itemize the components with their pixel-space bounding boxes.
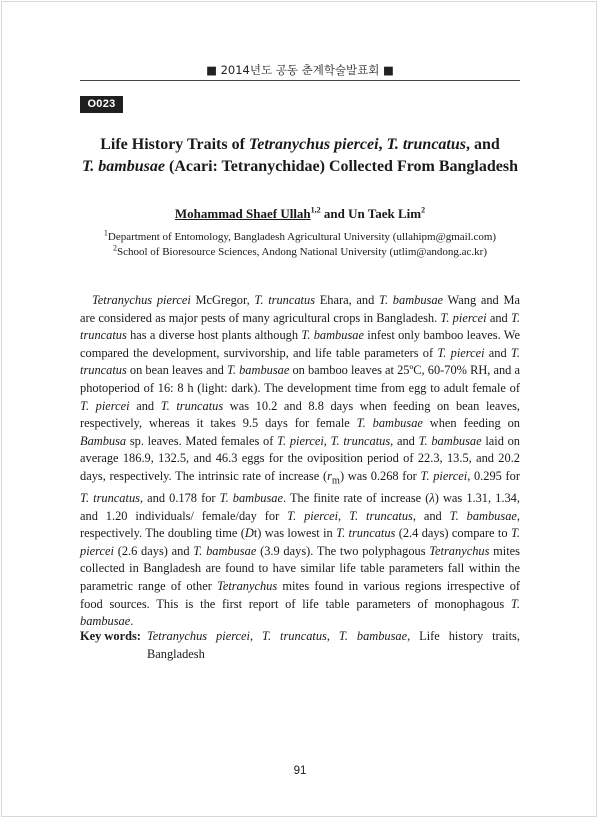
abstract-text: on bamboo leaves at 25ºC, 60-70% RH, and a photoperiod of 16: 8 h (light: dark). The development time from egg to adult female of (80, 363, 520, 395)
abstract-text: ) was 1.31, 1.34, and 1.20 individuals/ female/day for (80, 491, 520, 523)
species-name: T. bambusae (301, 328, 364, 343)
paper-title (60, 134, 540, 178)
species-name: T. bambusae (449, 508, 517, 523)
page-number: 91 (293, 765, 307, 777)
running-header: ■ 2014년도 공동 춘계학술발표회 ■ (206, 63, 394, 77)
abstract-text: , respectively. The doubling time ( (80, 508, 521, 541)
abstract-text: , (323, 433, 331, 448)
species-name: T. truncatus (80, 310, 521, 343)
abstract-text: . (130, 614, 134, 629)
abstract-text: , and (412, 508, 450, 523)
keywords-label: Key words: (80, 629, 141, 643)
keyword-separator: , (250, 629, 263, 643)
author-affiliation-mark: 1,2 (310, 205, 321, 215)
author-affiliation-mark: 2 (421, 205, 426, 215)
abstract-text: when feeding on (422, 416, 520, 431)
abstract-text: McGregor, (190, 293, 255, 307)
title-text: , (378, 136, 387, 153)
keyword: Tetranychus piercei (147, 629, 250, 643)
keyword: , Life history traits, Bangladesh (147, 629, 520, 661)
species-name: Tetranychus piercei (92, 293, 191, 307)
affiliation-number: 1 (103, 228, 108, 238)
abstract-text: and (129, 398, 161, 413)
abstract-text: sp. leaves. Mated females of (126, 433, 278, 448)
math-symbol: r (327, 468, 332, 483)
abstract-text: (2.6 days) and (113, 543, 194, 558)
abstract-text: Wang and Ma are considered as major pests of many agricultural crops in Bangladesh. (80, 293, 520, 325)
species-name: T. bambusae (356, 416, 423, 431)
species-name: T. bambusae (379, 293, 444, 307)
abstract-text: (2.4 days) compare to (395, 526, 511, 541)
abstract-text: has a diverse host plants although (126, 328, 302, 343)
abstract-text: , 0.295 for (467, 468, 521, 483)
abstract-text: and (486, 310, 511, 325)
abstract-text: mites found in various regions irrespective of food sources. This is the first report of life table parameters of monophagous (80, 578, 521, 611)
abstract-text: . The finite rate of increase ( (283, 491, 430, 505)
affiliation-line (0, 243, 600, 258)
title-species: Tetranychus piercei (248, 136, 379, 153)
title-species: T. bambusae (82, 158, 165, 175)
affiliation-number: 2 (113, 243, 117, 253)
abstract-text: (3.9 days). The two polyphagous (256, 543, 430, 558)
species-name: Bambusa (80, 433, 127, 448)
affiliation-text: Department of Entomology, Bangladesh Agricultural University (ullahipm@gmail.com) (107, 231, 497, 243)
math-subscript: m (331, 475, 340, 487)
abstract-text: Ehara, and (315, 293, 380, 307)
math-symbol: D (244, 526, 254, 541)
title-text: (Acari: Tetranychidae) Collected From Bangladesh (164, 158, 518, 175)
title-text: Life History Traits of (100, 136, 249, 153)
keywords-list (147, 628, 520, 663)
species-name: T. piercei (277, 433, 324, 448)
species-name: T. bambusae (193, 543, 257, 558)
species-name: T. truncatus (254, 293, 316, 307)
species-name: T. truncatus (80, 491, 140, 505)
affiliation-text: School of Bioresource Sciences, Andong National University (utlim@andong.ac.kr) (117, 246, 487, 258)
affiliation-line (0, 228, 600, 243)
species-name: T. truncatus (336, 526, 396, 541)
species-name: T. piercei (440, 310, 487, 325)
species-name: Tetranychus (217, 578, 278, 593)
species-name: T. bambusae (219, 491, 284, 505)
abstract-text: mites collected in Bangladesh are found to have similar life table parameters fall within the parametric range of other (80, 543, 520, 593)
species-name: T. piercei (287, 508, 339, 523)
abstract-body (80, 292, 520, 631)
header-rule (80, 80, 520, 81)
species-name: T. piercei (80, 526, 521, 558)
abstract-text: laid on average 186.9, 132.5, and 46.3 eggs for the oviposition period of 22.3, 13.5, and 20.2 days, respectively. The intrinsic rate of increase ( (80, 433, 520, 483)
keyword: T. bambusae (338, 629, 408, 643)
author-name: Un Taek Lim (348, 206, 422, 221)
keyword: T. truncatus (262, 629, 327, 643)
species-name: T. piercei (420, 468, 468, 483)
title-text: , and (466, 136, 500, 153)
abstract-text: , and (390, 433, 419, 448)
species-name: Tetranychus (429, 543, 490, 558)
species-name: T. bambusae (418, 433, 482, 448)
abstract-text: ) was 0.268 for (339, 468, 421, 483)
abstract-text: on bean leaves and (126, 363, 227, 378)
species-name: T. piercei (437, 345, 485, 360)
paper-id-badge: O023 (80, 96, 123, 113)
abstract-text: infest only bamboo leaves. We compared the development, survivorship, and life table parameters of (80, 328, 520, 360)
author-conjunction: and (320, 206, 349, 221)
author-name: Mohammad Shaef Ullah (174, 206, 311, 221)
abstract-text: , (338, 508, 350, 523)
species-name: T. truncatus (80, 345, 520, 378)
species-name: T. truncatus (330, 433, 391, 448)
species-name: T. bambusae (226, 363, 290, 378)
abstract-text: and (484, 345, 511, 360)
math-symbol: λ (429, 491, 435, 505)
keyword-separator: , (326, 629, 339, 643)
title-species: T. truncatus (386, 136, 466, 153)
species-name: T. bambusae (80, 596, 520, 629)
abstract-text: t) was lowest in (253, 526, 337, 541)
author-line (0, 206, 600, 222)
abstract-text: was 10.2 and 8.8 days when feeding on bean leaves, respectively, whereas it takes 9.5 days for female (80, 398, 521, 431)
abstract-text: , and 0.178 for (139, 491, 220, 505)
species-name: T. truncatus (160, 398, 224, 413)
species-name: T. truncatus (349, 508, 413, 523)
species-name: T. piercei (80, 398, 130, 413)
